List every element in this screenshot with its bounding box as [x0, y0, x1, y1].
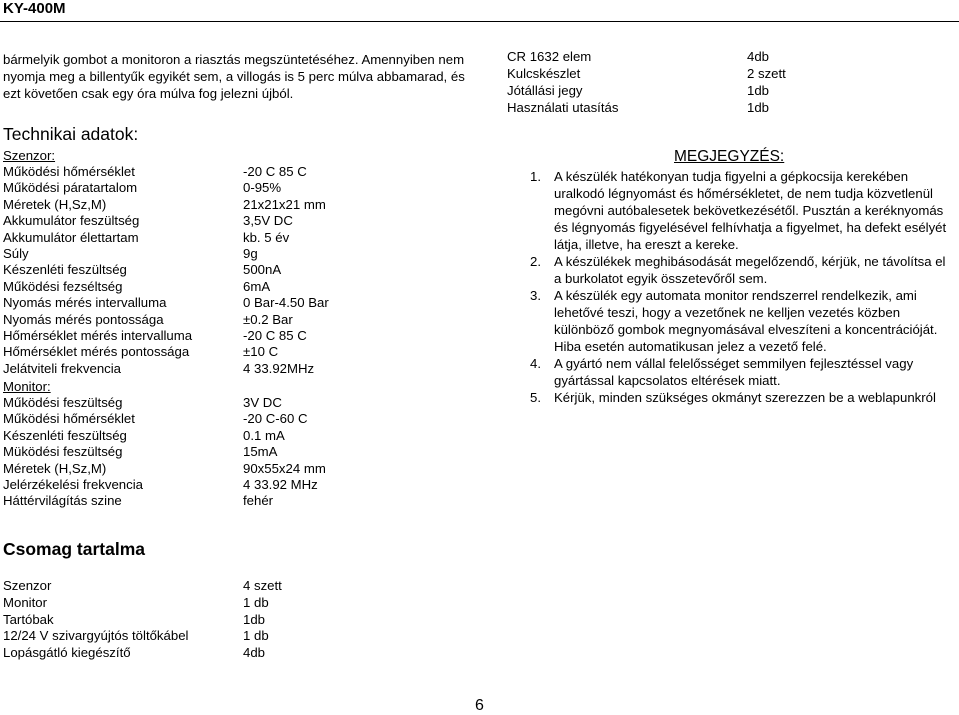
- sensor-spec-list: [3, 147, 463, 377]
- spec-row: [3, 230, 463, 246]
- spec-row: [3, 444, 463, 460]
- package-item-quantity: 4 szett: [243, 578, 282, 593]
- spec-row: [3, 312, 463, 328]
- intro-paragraph: bármelyik gombot a monitoron a riasztás megszüntetéséhez. Amennyiben nem nyomja meg a billentyűk egyikét sem, a villogás is 5 perc múlva abbamarad, és ezt követően csak egy óra múlva fog jelezni újból.: [3, 52, 465, 101]
- spec-label: Működési páratartalom: [3, 180, 138, 196]
- spec-label: Működési fezséltség: [3, 278, 123, 294]
- spec-label: Működési hőmérséklet: [3, 411, 135, 427]
- note-number: 3.: [530, 288, 541, 303]
- note-number: 1.: [530, 169, 541, 184]
- spec-value: -20 C 85 C: [243, 327, 307, 343]
- spec-value: ±0.2 Bar: [243, 311, 293, 327]
- note-text: A készülékek meghibásodását megelőzendő, kérjük, ne távolítsa el a burkolatot egyik összetevőről sem.: [554, 254, 946, 286]
- spec-row: [3, 493, 463, 509]
- spec-label: Készenléti feszültség: [3, 427, 127, 443]
- package-item-quantity: 1 db: [243, 628, 269, 644]
- spec-row: [3, 428, 463, 444]
- package-list: [3, 578, 403, 662]
- spec-row: [3, 180, 463, 196]
- spec-value: -20 C 85 C: [243, 164, 307, 179]
- notes-title: MEGJEGYZÉS:: [674, 148, 785, 165]
- spec-row: [3, 197, 463, 213]
- package-item-label: Kulcskészlet: [507, 66, 581, 81]
- spec-row: [3, 395, 463, 411]
- spec-value: 500nA: [243, 262, 282, 278]
- spec-label: Súly: [3, 245, 29, 261]
- package-row: [3, 645, 403, 662]
- spec-row: [3, 461, 463, 477]
- spec-value: 4 33.92 MHz: [243, 476, 318, 492]
- monitor-spec-list: [3, 378, 463, 510]
- page-number: 6: [475, 697, 484, 714]
- notes-list: [530, 168, 955, 406]
- package-row: [507, 82, 807, 99]
- spec-label: Hőmérséklet mérés pontossága: [3, 344, 190, 360]
- spec-value: 0.1 mA: [243, 427, 285, 443]
- spec-label: Akkumulátor feszültség: [3, 213, 140, 229]
- spec-value: kb. 5 év: [243, 229, 290, 245]
- package-row: [3, 595, 403, 612]
- package-item-label: Tartóbak: [3, 611, 54, 627]
- spec-row: [3, 262, 463, 278]
- spec-row: [3, 361, 463, 377]
- spec-label: Nyomás mérés intervalluma: [3, 295, 167, 311]
- spec-label: Méretek (H,Sz,M): [3, 460, 107, 476]
- package-item-label: Lopásgátló kiegészítő: [3, 645, 131, 661]
- spec-label: Hőmérséklet mérés intervalluma: [3, 327, 193, 343]
- note-number: 4.: [530, 356, 541, 371]
- note-item: [530, 253, 955, 287]
- package-item-quantity: 1db: [747, 100, 770, 115]
- package-item-quantity: 4db: [747, 49, 770, 64]
- note-item: [530, 355, 955, 389]
- package-item-label: Jótállási jegy: [507, 83, 583, 98]
- package-row: [507, 65, 807, 82]
- spec-value: 3V DC: [243, 395, 282, 410]
- header-divider: [0, 21, 959, 22]
- spec-row: [3, 213, 463, 229]
- spec-value: 15mA: [243, 444, 278, 460]
- spec-label: Müködési feszültség: [3, 444, 123, 460]
- spec-label: Működési feszültség: [3, 395, 123, 410]
- spec-row: [3, 164, 463, 180]
- page-title: KY-400M: [3, 0, 66, 17]
- spec-value: 0-95%: [243, 180, 282, 196]
- spec-value: ±10 C: [243, 344, 279, 360]
- note-item: [530, 168, 955, 253]
- spec-label: Készenléti feszültség: [3, 262, 127, 278]
- spec-row: [3, 246, 463, 262]
- package-item-quantity: 1 db: [243, 594, 269, 610]
- spec-row: [3, 279, 463, 295]
- spec-label: Jelátviteli frekvencia: [3, 360, 122, 376]
- package-row: [3, 612, 403, 629]
- spec-label: Méretek (H,Sz,M): [3, 196, 107, 212]
- note-number: 2.: [530, 254, 541, 269]
- spec-row: [3, 477, 463, 493]
- spec-label: Háttérvilágítás szine: [3, 493, 122, 509]
- spec-label: Nyomás mérés pontossága: [3, 311, 164, 327]
- package-list-top: [507, 48, 807, 116]
- note-text: A készülék hatékonyan tudja figyelni a gépkocsija kerekében uralkodó légnyomást és hőmérsékletet, de nem tudja közvetlenül megóvni autóbalesetek bekövetkezésétől. Pusztán a keréknyomás és légnyomás figyelésével felhívhatja a figyelmet, ha defekt esélyét látja, illetve, ha ereszt a kereke.: [554, 169, 947, 252]
- spec-label: Jelérzékelési frekvencia: [3, 476, 143, 492]
- spec-value: -20 C-60 C: [243, 411, 308, 427]
- spec-value: 9g: [243, 245, 258, 261]
- spec-value: 90x55x24 mm: [243, 460, 326, 476]
- package-item-label: Szenzor: [3, 578, 52, 593]
- package-item-label: Monitor: [3, 594, 47, 610]
- note-text: A készülék egy automata monitor rendszerrel rendelkezik, ami lehetővé teszi, hogy a vezetőnek ne kelljen vezetés közben különböző gombok megnyomásával elveszíteni a koncentrációját. Hiba esetén automatikusan jelez a vezető felé.: [554, 288, 938, 354]
- spec-value: fehér: [243, 493, 274, 509]
- package-row: [507, 99, 807, 116]
- package-section-title: Csomag tartalma: [3, 539, 145, 559]
- spec-label: Működési hőmérséklet: [3, 164, 135, 179]
- spec-value: 21x21x21 mm: [243, 196, 326, 212]
- note-number: 5.: [530, 390, 541, 405]
- spec-row: [3, 295, 463, 311]
- spec-value: 4 33.92MHz: [243, 360, 315, 376]
- spec-row: [3, 344, 463, 360]
- spec-label: Akkumulátor élettartam: [3, 229, 139, 245]
- tech-section-title: Technikai adatok:: [3, 124, 139, 144]
- package-item-quantity: 1db: [747, 83, 770, 98]
- package-item-label: CR 1632 elem: [507, 49, 592, 64]
- sensor-section-title: Szenzor:: [3, 148, 56, 163]
- note-text: Kérjük, minden szükséges okmányt szerezzen be a weblapunkról: [554, 390, 936, 405]
- package-item-quantity: 2 szett: [747, 66, 786, 81]
- monitor-section-title: Monitor:: [3, 379, 51, 394]
- note-text: A gyártó nem vállal felelősséget semmilyen fejlesztéssel vagy gyártással kapcsolatos eltérések miatt.: [554, 356, 914, 388]
- package-item-quantity: 4db: [243, 645, 266, 661]
- spec-value: 6mA: [243, 278, 271, 294]
- note-item: [530, 287, 955, 355]
- package-row: [3, 628, 403, 645]
- package-item-quantity: 1db: [243, 611, 266, 627]
- spec-value: 3,5V DC: [243, 213, 293, 229]
- package-row: [3, 578, 403, 595]
- spec-row: [3, 411, 463, 427]
- note-item: [530, 389, 955, 406]
- package-item-label: Használati utasítás: [507, 100, 619, 115]
- spec-value: 0 Bar-4.50 Bar: [243, 295, 329, 311]
- spec-row: [3, 328, 463, 344]
- package-row: [507, 48, 807, 65]
- package-item-label: 12/24 V szivargyújtós töltőkábel: [3, 628, 189, 644]
